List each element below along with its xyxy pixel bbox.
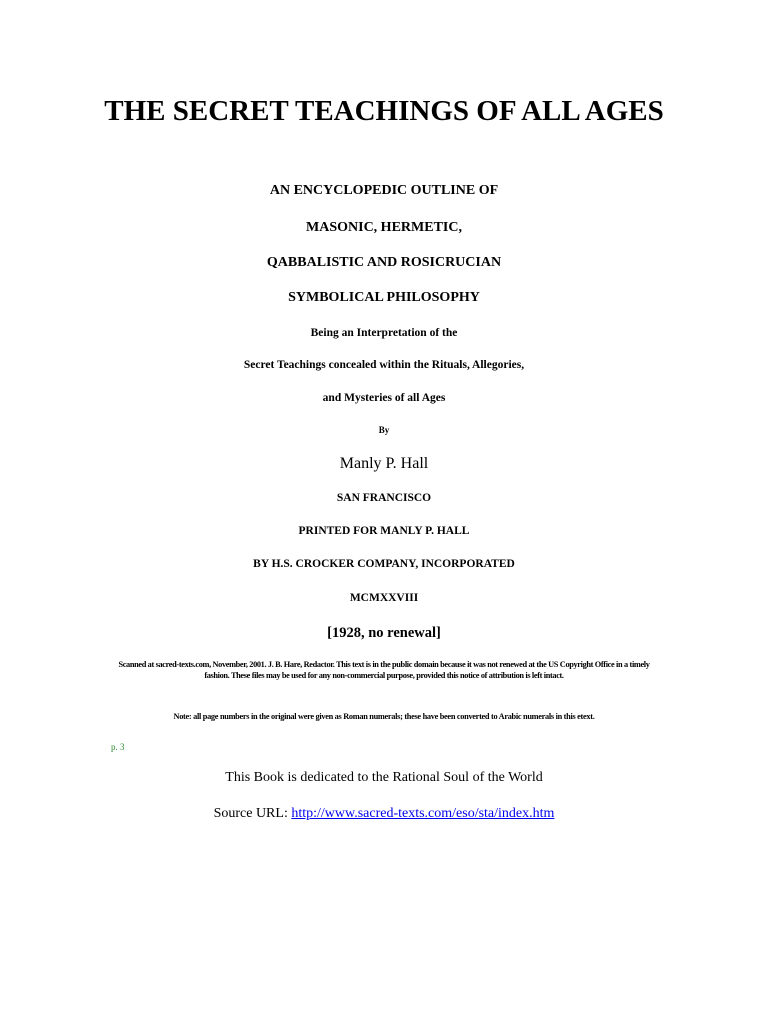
imprint-line-3: BY H.S. CROCKER COMPANY, INCORPORATED [253, 558, 515, 570]
imprint-line-1: SAN FRANCISCO [336, 492, 432, 504]
author-name: Manly P. Hall [339, 455, 429, 472]
description-line-3: and Mysteries of all Ages [322, 392, 446, 404]
scan-notice: Scanned at sacred-texts.com, November, 2001. J. B. Hare, Redactor. This text is in the public domain because it was not renewed at the US Copyright Office in a timely fashion. These files may be used for any non-commercial purpose, provided this notice of attribution is left intact. [118, 660, 650, 680]
dedication: This Book is dedicated to the Rational Soul of the World [225, 770, 543, 785]
numbering-note: Note: all page numbers in the original were given as Roman numerals; these have been converted to Arabic numerals in this etext. [173, 712, 595, 721]
description-line-1: Being an Interpretation of the [310, 327, 458, 339]
source-url-link[interactable]: http://www.sacred-texts.com/eso/sta/index.htm [291, 806, 555, 821]
imprint-line-2: PRINTED FOR MANLY P. HALL [298, 525, 470, 537]
subtitle-line-1: AN ENCYCLOPEDIC OUTLINE OF [269, 183, 499, 198]
subtitle-line-2: MASONIC, HERMETIC, [306, 220, 462, 235]
description-line-2: Secret Teachings concealed within the Rituals, Allegories, [243, 359, 525, 371]
imprint-line-4: MCMXXVIII [349, 592, 419, 604]
by-label: By [378, 425, 390, 435]
document-title: THE SECRET TEACHINGS OF ALL AGES [104, 95, 664, 127]
page-marker: p. 3 [111, 742, 125, 752]
source-label: Source URL: [213, 806, 292, 821]
renewal-note: [1928, no renewal] [327, 625, 441, 641]
source-line [40, 806, 728, 822]
subtitle-line-3: QABBALISTIC AND ROSICRUCIAN [266, 255, 502, 270]
subtitle-line-4: SYMBOLICAL PHILOSOPHY [288, 290, 480, 305]
